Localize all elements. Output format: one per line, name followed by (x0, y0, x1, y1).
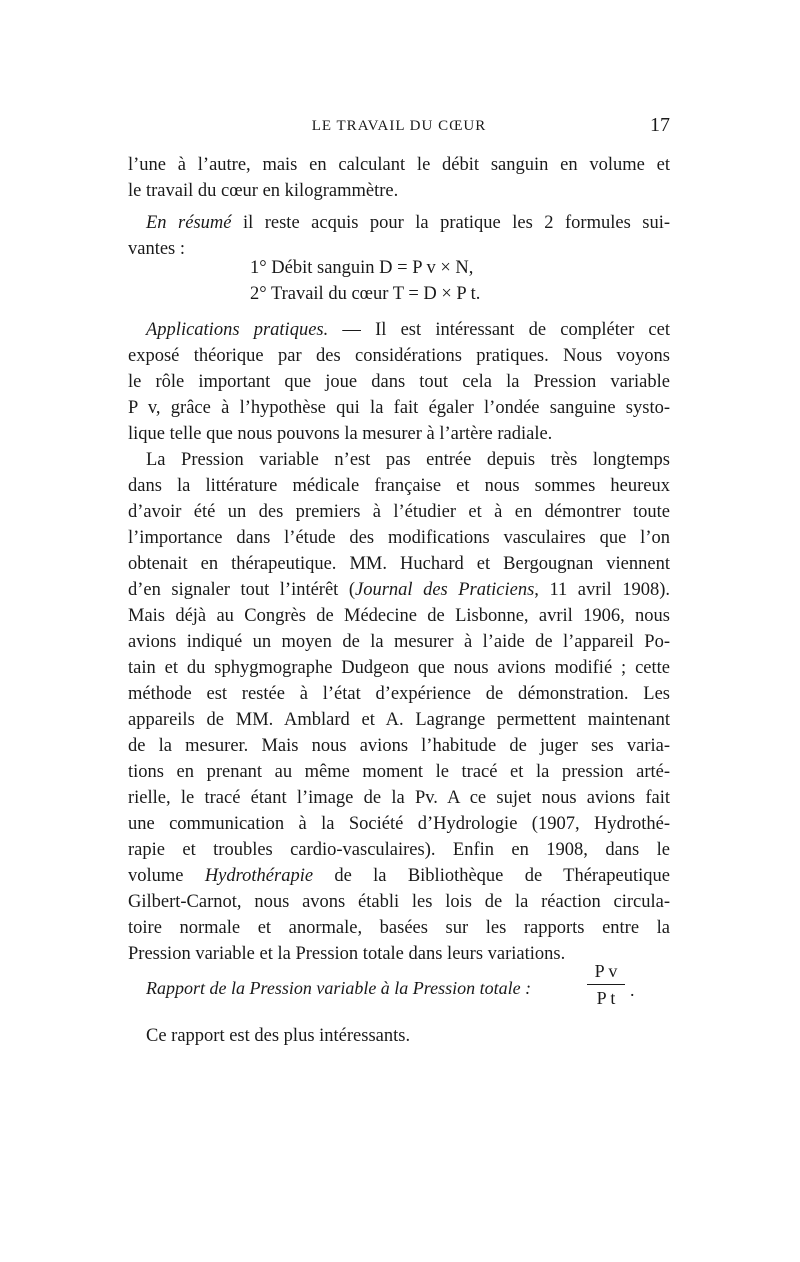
italic-term: En résumé (146, 213, 232, 233)
text-line: rielle, le tracé étant l’image de la Pv. A ce sujet nous avions fait (128, 788, 670, 808)
text-line (146, 317, 670, 343)
text-line: toire normale et anormale, basées sur les rapports entre la (128, 918, 670, 938)
text-line: Gilbert-Carnot, nous avons établi les lois de la réaction circula- (128, 892, 670, 912)
text-span: — Il est intéressant de compléter cet (328, 320, 670, 340)
ratio-fraction (583, 960, 629, 1009)
text-span: il reste acquis pour la pratique les 2 formules sui- (231, 213, 671, 233)
text-line: Ce rapport est des plus intéressants. (146, 1026, 411, 1046)
text-line: appareils de MM. Amblard et A. Lagrange permettent maintenant (128, 710, 670, 730)
text-line: méthode est restée à l’état d’expérience de démonstration. Les (128, 684, 670, 704)
page-number: 17 (650, 114, 670, 136)
text-span: volume (128, 866, 205, 886)
text-line: Pression variable et la Pression totale dans leurs variations. (128, 944, 566, 964)
text-line (146, 210, 670, 236)
fraction-numerator: P v (594, 961, 618, 981)
text-line: tain et du sphygmographe Dudgeon que nous avions modifié ; cette (128, 658, 670, 678)
text-line: Mais déjà au Congrès de Médecine de Lisbonne, avril 1906, nous (128, 606, 670, 626)
running-title: LE TRAVAIL DU CŒUR (311, 118, 487, 134)
text-line: avions indiqué un moyen de la mesurer à l’aide de l’appareil Po- (128, 632, 670, 652)
text-line: de la mesurer. Mais nous avions l’habitude de juger ses varia- (128, 736, 670, 756)
text-line: exposé théorique par des considérations pratiques. Nous voyons (128, 346, 670, 366)
text-line: lique telle que nous pouvons la mesurer à l’artère radiale. (128, 424, 553, 444)
text-line: La Pression variable n’est pas entrée depuis très longtemps (146, 450, 670, 470)
text-line: le rôle important que joue dans tout cela la Pression variable (128, 372, 670, 392)
text-span: d’en signaler tout l’intérêt ( (128, 580, 355, 600)
text-line: d’avoir été un des premiers à l’étudier et à en démontrer toute (128, 502, 670, 522)
italic-book-title: Hydrothérapie (204, 866, 314, 886)
italic-heading: Applications pratiques. (146, 320, 329, 340)
text-line: le travail du cœur en kilogrammètre. (128, 181, 399, 201)
text-line: vantes : (128, 239, 186, 259)
ratio-caption: Rapport de la Pression variable à la Pression totale : (146, 978, 532, 998)
text-line: tions en prenant au même moment le tracé et la pression arté- (128, 762, 670, 782)
text-span: , 11 avril 1908). (534, 580, 670, 600)
text-line (128, 577, 670, 603)
text-line: rapie et troubles cardio-vasculaires). Enfin en 1908, dans le (128, 840, 670, 860)
fraction-bar (587, 984, 625, 985)
fraction-denominator: P t (596, 988, 616, 1008)
text-line: l’importance dans l’étude des modifications vasculaires que l’on (128, 528, 670, 548)
formula-debit: 1° Débit sanguin D = P v × N, (250, 258, 474, 278)
text-line (128, 863, 670, 889)
running-head (128, 116, 670, 140)
text-line: l’une à l’autre, mais en calculant le débit sanguin en volume et (128, 155, 670, 175)
text-line: une communication à la Société d’Hydrologie (1907, Hydrothé- (128, 814, 670, 834)
text-line: obtenait en thérapeutique. MM. Huchard et Bergougnan viennent (128, 554, 670, 574)
formula-travail: 2° Travail du cœur T = D × P t. (250, 284, 481, 304)
text-line: P v, grâce à l’hypothèse qui la fait égaler l’ondée sanguine systo- (128, 398, 670, 418)
text-span: de la Bibliothèque de Thérapeutique (313, 866, 670, 886)
italic-journal-title: Journal des Praticiens (355, 580, 535, 600)
text-line: dans la littérature médicale française et nous sommes heureux (128, 476, 670, 496)
fraction-period: . (630, 980, 635, 1000)
